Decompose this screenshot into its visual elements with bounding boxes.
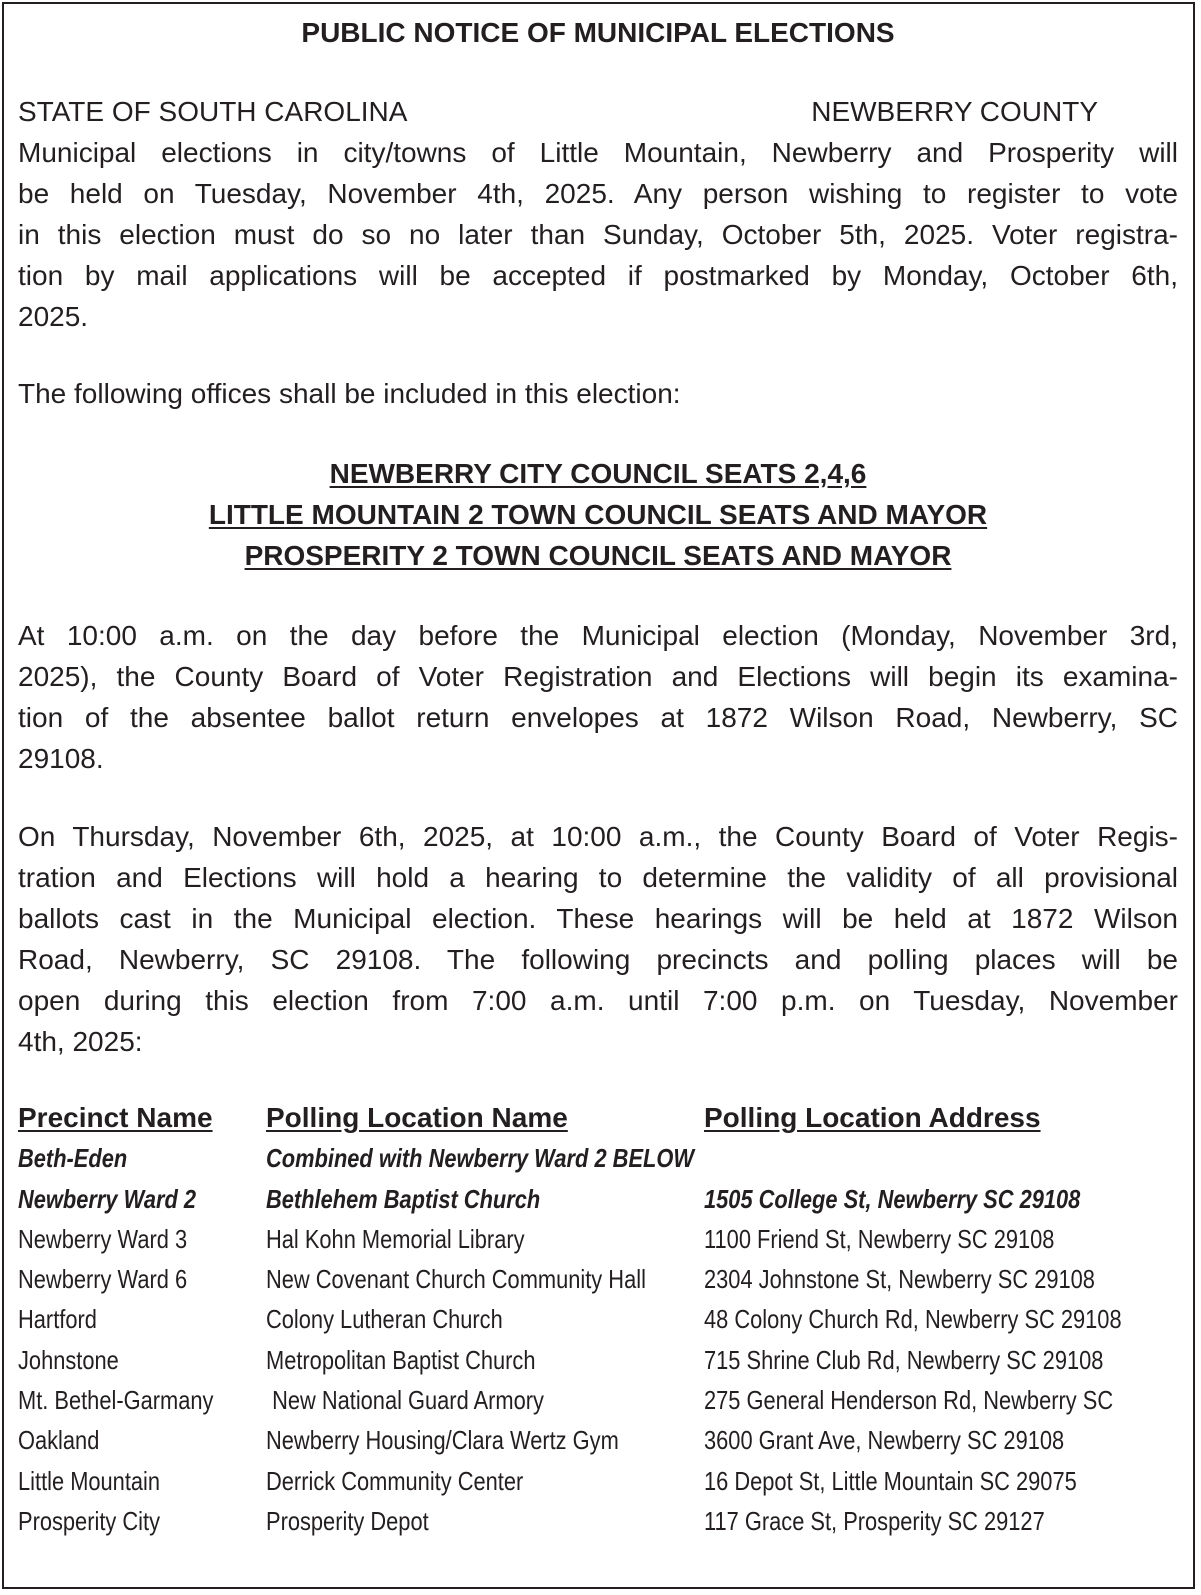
precinct-name: Hartford [18,1304,97,1335]
hearing-line: Road, Newberry, SC 29108. The following precincts and polling places will be [18,944,1178,975]
polling-location-name: Hal Kohn Memorial Library [266,1223,525,1254]
county-label: NEWBERRY COUNTY [811,96,1098,127]
precinct-name: Little Mountain [18,1465,161,1496]
table-row [18,1380,1178,1420]
polling-location-name: New Covenant Church Community Hall [266,1264,646,1295]
intro-line: in this election must do so no later than Sunday, October 5th, 2025. Voter registra- [18,219,1178,250]
absentee-paragraph [18,615,1178,779]
absentee-line: tion of the absentee ballot return envelopes at 1872 Wilson Road, Newberry, SC [18,702,1178,733]
notice-title: PUBLIC NOTICE OF MUNICIPAL ELECTIONS [301,17,895,48]
offices-intro [18,373,1178,414]
offices-list [18,453,1178,576]
intro-line: be held on Tuesday, November 4th, 2025. Any person wishing to register to vote [18,178,1178,209]
polling-location-name: Derrick Community Center [266,1465,524,1496]
polling-location-address: 117 Grace St, Prosperity SC 29127 [704,1505,1045,1536]
intro-line: tion by mail applications will be accepted if postmarked by Monday, October 6th, [18,260,1178,291]
intro-paragraph [18,91,1178,337]
polling-location-address: 715 Shrine Club Rd, Newberry SC 29108 [704,1344,1104,1375]
polling-location-address: 16 Depot St, Little Mountain SC 29075 [704,1465,1077,1496]
office-item: LITTLE MOUNTAIN 2 TOWN COUNCIL SEATS AND MAYOR [208,499,988,530]
polling-location-address: 48 Colony Church Rd, Newberry SC 29108 [704,1304,1122,1335]
header-polling-location-name: Polling Location Name [266,1102,568,1133]
office-item: PROSPERITY 2 TOWN COUNCIL SEATS AND MAYOR [244,540,952,571]
precinct-table [18,1098,1178,1541]
table-header-row [18,1098,1178,1138]
hearing-line: open during this election from 7:00 a.m. until 7:00 p.m. on Tuesday, November [18,985,1178,1016]
state-label: STATE OF SOUTH CAROLINA [18,96,408,127]
precinct-name: Oakland [18,1425,100,1456]
polling-location-name: Bethlehem Baptist Church [266,1183,541,1214]
table-row [18,1179,1178,1219]
polling-location-address: 1100 Friend St, Newberry SC 29108 [704,1223,1055,1254]
hearing-line: tration and Elections will hold a hearing to determine the validity of all provisional [18,862,1178,893]
polling-location-name: Colony Lutheran Church [266,1304,503,1335]
polling-location-name: Prosperity Depot [266,1505,429,1536]
hearing-paragraph [18,816,1178,1062]
polling-location-name: Metropolitan Baptist Church [266,1344,536,1375]
offices-intro-line: The following offices shall be included in this election: [18,378,681,409]
table-row [18,1501,1178,1541]
header-precinct-name: Precinct Name [18,1102,213,1133]
hearing-line: 4th, 2025: [18,1026,143,1057]
precinct-name: Johnstone [18,1344,119,1375]
polling-location-address: 2304 Johnstone St, Newberry SC 29108 [704,1264,1095,1295]
intro-line: Municipal elections in city/towns of Little Mountain, Newberry and Prosperity will [18,137,1178,168]
table-row [18,1219,1178,1259]
precinct-name: Beth-Eden [18,1143,128,1174]
hearing-line: ballots cast in the Municipal election. These hearings will be held at 1872 Wilson [18,903,1178,934]
office-item: NEWBERRY CITY COUNCIL SEATS 2,4,6 [329,458,867,489]
table-row [18,1138,1178,1178]
precinct-name: Prosperity City [18,1505,160,1536]
table-row [18,1461,1178,1501]
precinct-name: Newberry Ward 6 [18,1264,188,1295]
polling-location-name: Newberry Housing/Clara Wertz Gym [266,1425,619,1456]
polling-location-address: 1505 College St, Newberry SC 29108 [704,1183,1081,1214]
table-row [18,1299,1178,1339]
hearing-line: On Thursday, November 6th, 2025, at 10:00 a.m., the County Board of Voter Regis- [18,821,1178,852]
table-row [18,1259,1178,1299]
polling-location-name: New National Guard Armory [266,1385,544,1416]
table-row [18,1420,1178,1460]
absentee-line: 2025), the County Board of Voter Registration and Elections will begin its examina- [18,661,1178,692]
polling-location-name: Combined with Newberry Ward 2 BELOW [266,1143,694,1174]
precinct-name: Newberry Ward 2 [18,1183,197,1214]
polling-location-address: 275 General Henderson Rd, Newberry SC [704,1385,1114,1416]
intro-line: 2025. [18,301,89,332]
absentee-line: At 10:00 a.m. on the day before the Municipal election (Monday, November 3rd, [18,620,1178,651]
table-row [18,1340,1178,1380]
precinct-name: Newberry Ward 3 [18,1223,188,1254]
polling-location-address: 3600 Grant Ave, Newberry SC 29108 [704,1425,1065,1456]
precinct-name: Mt. Bethel-Garmany [18,1385,214,1416]
absentee-line: 29108. [18,743,104,774]
state-county-line [18,91,1098,132]
header-polling-location-address: Polling Location Address [704,1102,1041,1133]
